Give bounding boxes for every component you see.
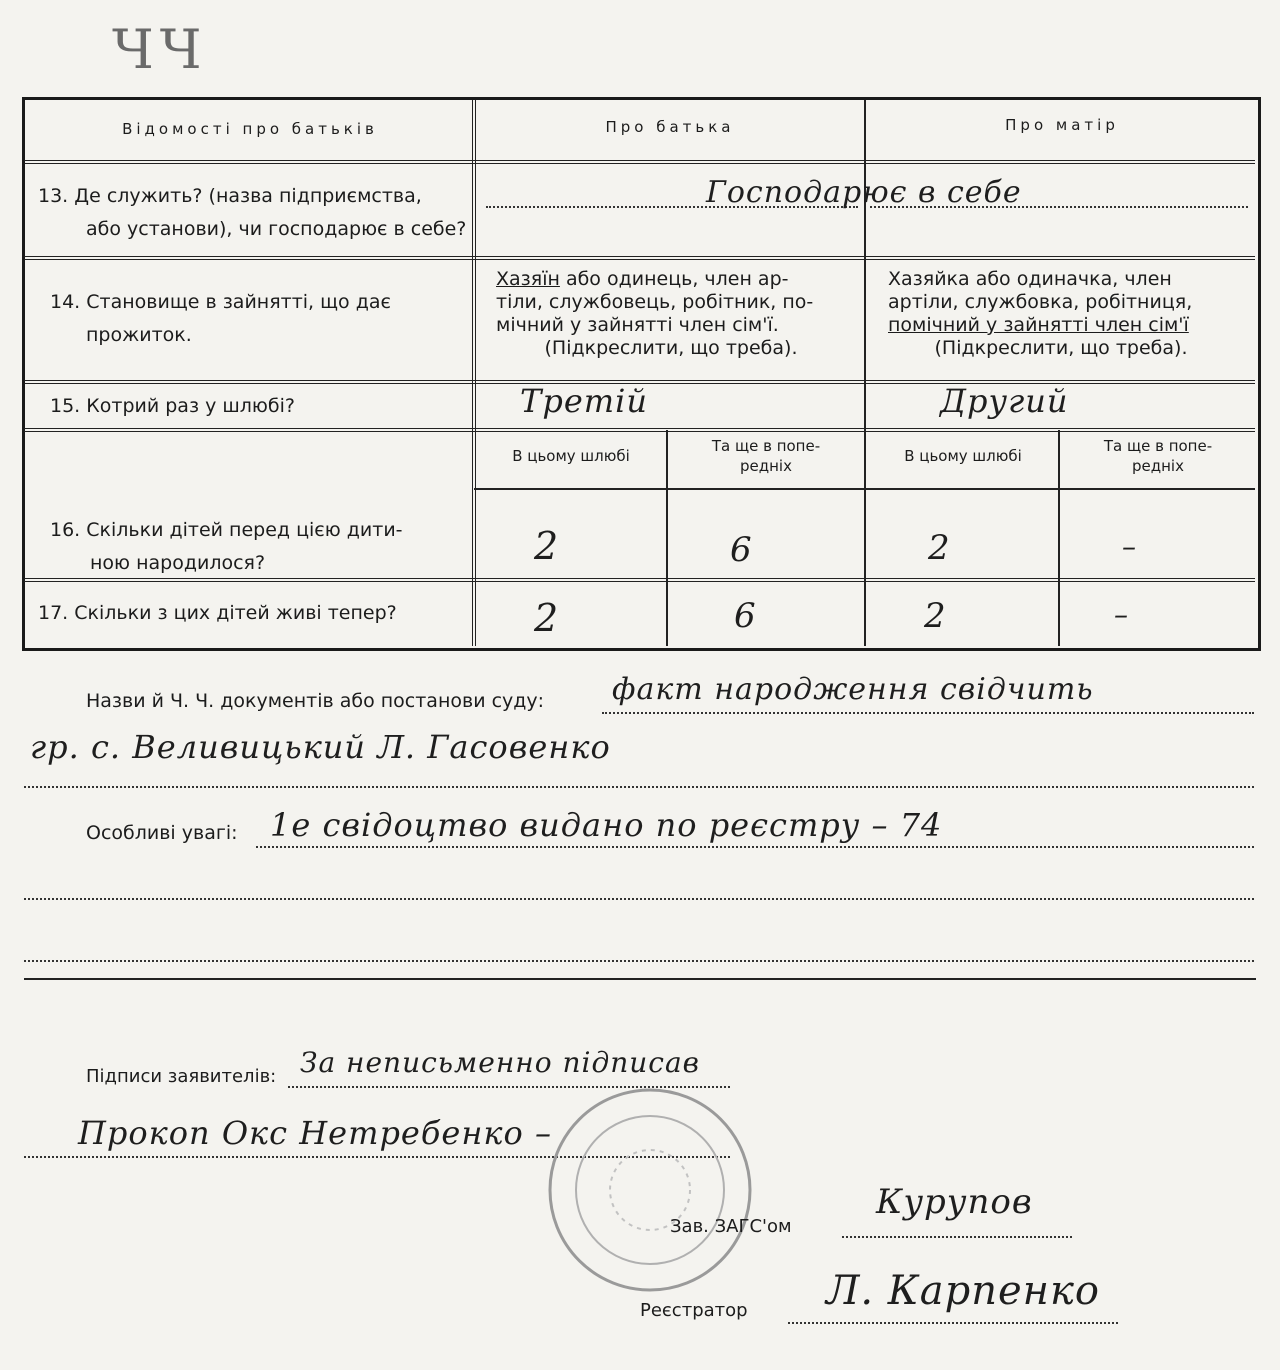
q14-father-note: (Підкреслити, що треба). — [544, 337, 798, 359]
remarks-line2 — [24, 898, 1254, 900]
header-parents-info: Відомості про батьків — [122, 120, 378, 138]
documents-label: Назви й Ч. Ч. документів або постанови суду: — [86, 690, 545, 712]
documents-value-line1: факт народження свідчить — [612, 672, 1094, 707]
table-row-divider — [474, 488, 1255, 490]
subheader-mother-this: В цьому шлюбі — [904, 447, 1022, 465]
header-mother: Про матір — [1005, 116, 1119, 134]
subheader-father-prev-line2: редніх — [740, 457, 792, 475]
q14-mother-line1: Хазяйка або одиначка, член — [888, 268, 1172, 290]
subheader-father-prev-line1: Та ще в попе- — [711, 437, 821, 455]
subheader-mother-prev — [1062, 436, 1254, 476]
q17-mother-this: 2 — [924, 596, 947, 636]
registrar-signature: Л. Карпенко — [826, 1268, 1100, 1314]
registrar-label: Реєстратор — [640, 1300, 748, 1321]
q13-number: 13. — [38, 185, 69, 207]
q14-number: 14. — [50, 291, 81, 313]
q13-text-line2: або установи), чи господарює в себе? — [86, 218, 467, 240]
q14-mother-line2: артіли, службовка, робітниця, — [888, 291, 1193, 313]
remarks-line3 — [24, 960, 1254, 962]
corner-mark: ЧЧ — [112, 18, 208, 81]
documents-value-line2: гр. с. Веливицький Л. Гасовенко — [30, 728, 611, 766]
q14-mother-underlined: помічний у зайнятті член сім'ї — [888, 314, 1189, 336]
head-label: Зав. ЗАГС'ом — [670, 1216, 792, 1237]
remarks-separator — [24, 978, 1256, 980]
q14-father-line3: мічний у зайнятті член сім'ї. — [496, 314, 779, 336]
remarks-value-line1: 1е свідоцтво видано по реєстру – 74 — [270, 806, 943, 844]
q16-father-prev: 6 — [730, 530, 753, 570]
table-divider — [666, 430, 668, 646]
q14-father-options — [496, 268, 846, 360]
signatures-value-line2: Прокоп Окс Нетребенко – — [78, 1114, 552, 1152]
signatures-value-line1: За неписьменно підписав — [300, 1046, 700, 1079]
q17-mother-prev: – — [1114, 598, 1129, 631]
q14-mother-note: (Підкреслити, що треба). — [934, 337, 1188, 359]
q15-number: 15. — [50, 395, 81, 417]
q14-label — [50, 286, 450, 352]
q17-father-prev: 6 — [734, 596, 757, 636]
q14-father-line2: тіли, службовець, робітник, по- — [496, 291, 814, 313]
q16-father-this: 2 — [534, 524, 560, 568]
header-father: Про батька — [605, 118, 735, 136]
q16-mother-prev: – — [1122, 530, 1137, 563]
table-row-divider — [24, 428, 1255, 432]
q13-label — [38, 180, 474, 246]
q14-father-line1: або одинець, член ар- — [559, 268, 789, 290]
q14-mother-options — [888, 268, 1234, 360]
q17-number: 17. — [38, 602, 69, 624]
subheader-father-this: В цьому шлюбі — [512, 447, 630, 465]
q14-text-line2: прожиток. — [86, 324, 192, 346]
q14-father-underlined: Хазяїн — [496, 268, 560, 290]
registrar-signature-line — [788, 1322, 1118, 1324]
signatures-label: Підписи заявителів: — [86, 1066, 277, 1087]
q15-mother-answer: Другий — [940, 382, 1069, 420]
subheader-mother-prev-line1: Та ще в попе- — [1103, 437, 1213, 455]
q13-text-line1: Де служить? (назва підприємства, — [74, 185, 422, 207]
q17-text: Скільки з цих дітей живі тепер? — [74, 602, 397, 624]
head-signature-line — [842, 1236, 1072, 1238]
q15-label — [50, 390, 470, 423]
q16-number: 16. — [50, 519, 81, 541]
q15-father-answer: Третій — [520, 382, 648, 420]
q16-mother-this: 2 — [928, 528, 951, 568]
q16-text-line2: ною народилося? — [90, 552, 266, 574]
remarks-line1 — [256, 846, 1254, 848]
q15-text: Котрий раз у шлюбі? — [86, 395, 295, 417]
q14-text-line1: Становище в зайнятті, що дає — [86, 291, 391, 313]
documents-line2 — [24, 786, 1254, 788]
q13-answer: Господарює в себе — [706, 175, 1022, 210]
head-signature: Курупов — [876, 1182, 1033, 1222]
office-stamp — [540, 1080, 760, 1300]
q16-label — [50, 514, 460, 580]
table-row-divider — [24, 256, 1255, 260]
q17-label — [38, 597, 468, 630]
table-divider — [1058, 430, 1060, 646]
subheader-father-prev — [670, 436, 862, 476]
documents-line1 — [602, 712, 1254, 714]
q17-father-this: 2 — [534, 596, 560, 640]
subheader-mother-prev-line2: редніх — [1132, 457, 1184, 475]
remarks-label: Особливі увагі: — [86, 822, 238, 844]
q16-text-line1: Скільки дітей перед цією дити- — [86, 519, 403, 541]
table-row-divider — [24, 160, 1255, 164]
